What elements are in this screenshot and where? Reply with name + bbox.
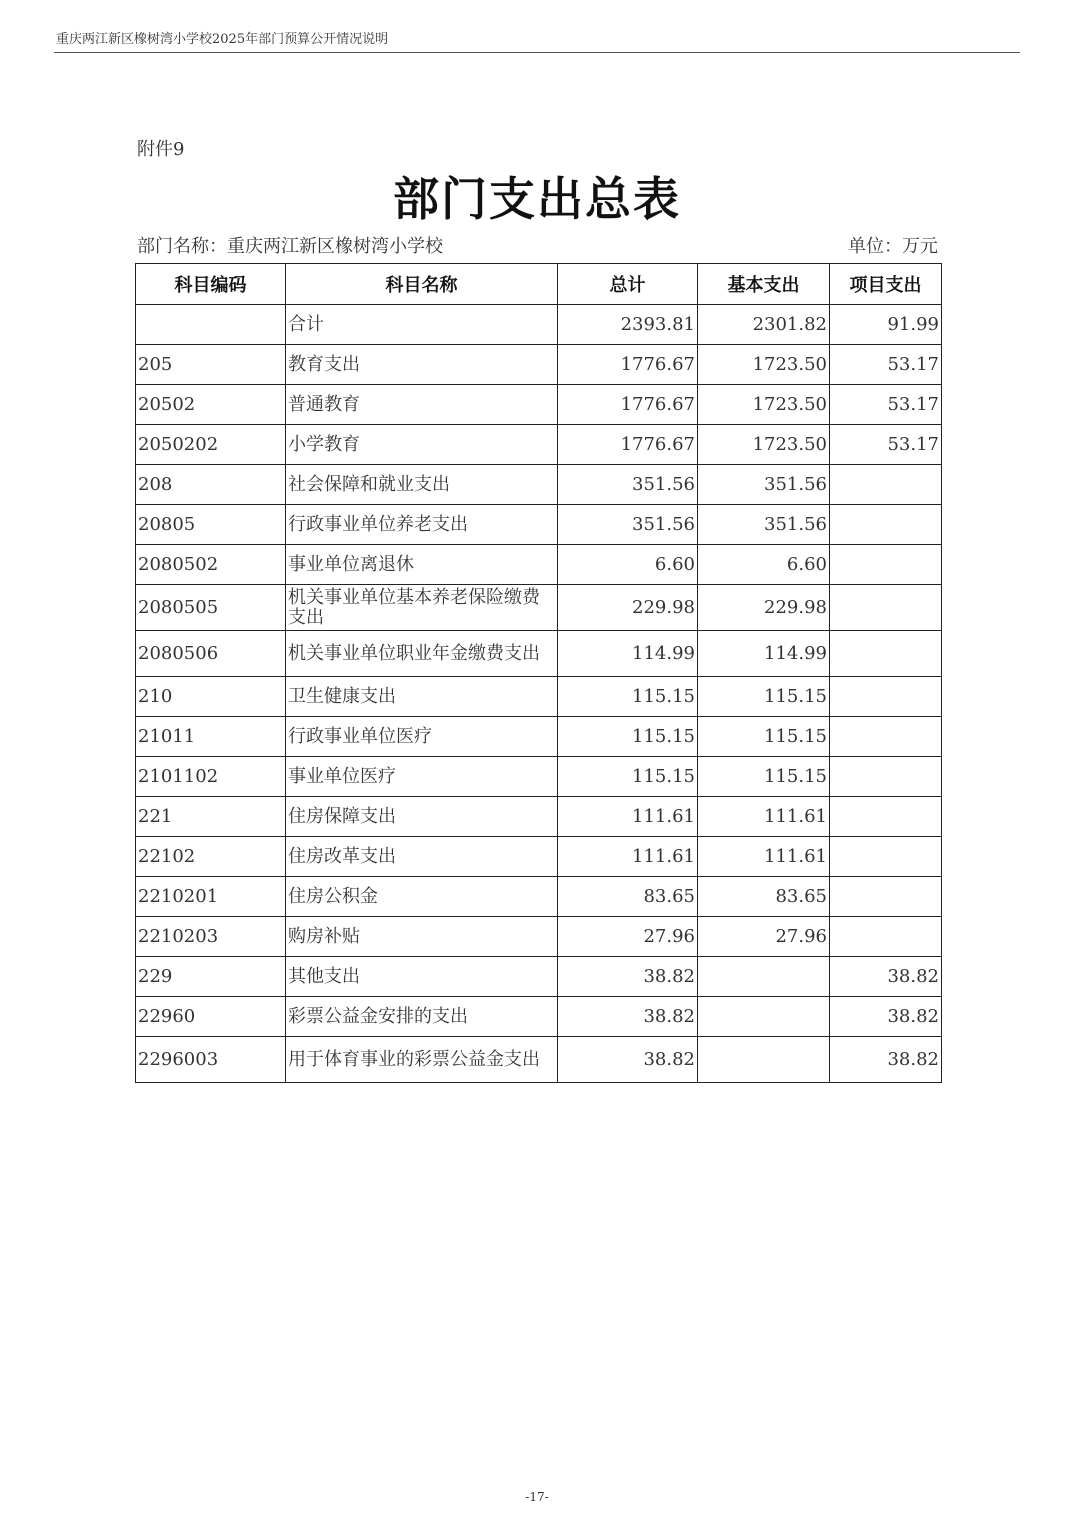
- cell-project: 38.82: [830, 997, 942, 1037]
- cell-basic: 115.15: [698, 757, 830, 797]
- attachment-label: 附件9: [137, 139, 185, 160]
- cell-name: 住房公积金: [286, 877, 558, 917]
- table-row: [136, 957, 942, 997]
- cell-basic: [698, 997, 830, 1037]
- cell-project: [830, 465, 942, 505]
- cell-code: 205: [136, 345, 286, 385]
- cell-project: [830, 505, 942, 545]
- header-project: 项目支出: [830, 264, 942, 305]
- table-row: [136, 917, 942, 957]
- cell-code: 210: [136, 677, 286, 717]
- cell-name: 购房补贴: [286, 917, 558, 957]
- cell-name: 住房保障支出: [286, 797, 558, 837]
- cell-name: 住房改革支出: [286, 837, 558, 877]
- cell-code: 22960: [136, 997, 286, 1037]
- cell-name: 机关事业单位基本养老保险缴费支出: [286, 585, 558, 631]
- cell-code: 20805: [136, 505, 286, 545]
- cell-basic: 115.15: [698, 717, 830, 757]
- table-header-row: [136, 264, 942, 305]
- cell-project: [830, 757, 942, 797]
- cell-code: 2210203: [136, 917, 286, 957]
- cell-code: 2080506: [136, 631, 286, 677]
- cell-code: [136, 305, 286, 345]
- table-row: [136, 997, 942, 1037]
- cell-code: 22102: [136, 837, 286, 877]
- cell-name: 其他支出: [286, 957, 558, 997]
- cell-code: 2080505: [136, 585, 286, 631]
- cell-project: [830, 877, 942, 917]
- table-row: [136, 757, 942, 797]
- table-row: [136, 465, 942, 505]
- expenditure-table: [135, 263, 942, 1083]
- cell-total: 351.56: [558, 465, 698, 505]
- table-row: [136, 717, 942, 757]
- cell-total: 351.56: [558, 505, 698, 545]
- cell-total: 38.82: [558, 957, 698, 997]
- cell-project: 38.82: [830, 1037, 942, 1083]
- header-total: 总计: [558, 264, 698, 305]
- table-row: [136, 505, 942, 545]
- table-row: [136, 425, 942, 465]
- cell-name: 小学教育: [286, 425, 558, 465]
- table-row: [136, 545, 942, 585]
- cell-total: 38.82: [558, 997, 698, 1037]
- cell-basic: 115.15: [698, 677, 830, 717]
- department-name: 部门名称：重庆两江新区橡树湾小学校: [137, 236, 443, 257]
- cell-total: 1776.67: [558, 385, 698, 425]
- table-row: [136, 631, 942, 677]
- cell-total: 111.61: [558, 837, 698, 877]
- cell-total: 27.96: [558, 917, 698, 957]
- cell-code: 2101102: [136, 757, 286, 797]
- cell-total: 114.99: [558, 631, 698, 677]
- cell-basic: 111.61: [698, 797, 830, 837]
- cell-basic: 6.60: [698, 545, 830, 585]
- header-divider: [54, 52, 1020, 53]
- cell-project: 53.17: [830, 425, 942, 465]
- cell-project: 38.82: [830, 957, 942, 997]
- cell-name: 彩票公益金安排的支出: [286, 997, 558, 1037]
- cell-name: 卫生健康支出: [286, 677, 558, 717]
- page-title: 部门支出总表: [393, 172, 681, 226]
- cell-basic: 1723.50: [698, 425, 830, 465]
- cell-project: [830, 837, 942, 877]
- cell-total: 115.15: [558, 757, 698, 797]
- cell-project: [830, 545, 942, 585]
- cell-basic: 114.99: [698, 631, 830, 677]
- cell-basic: 1723.50: [698, 385, 830, 425]
- cell-total: 229.98: [558, 585, 698, 631]
- cell-total: 38.82: [558, 1037, 698, 1083]
- cell-project: [830, 677, 942, 717]
- cell-total: 111.61: [558, 797, 698, 837]
- header-code: 科目编码: [136, 264, 286, 305]
- cell-name: 行政事业单位养老支出: [286, 505, 558, 545]
- cell-total: 115.15: [558, 677, 698, 717]
- table-body: [136, 305, 942, 1083]
- cell-project: [830, 917, 942, 957]
- table-row: [136, 837, 942, 877]
- table-row: [136, 345, 942, 385]
- cell-basic: [698, 957, 830, 997]
- unit-label: 单位：万元: [848, 236, 938, 257]
- cell-total: 6.60: [558, 545, 698, 585]
- cell-total: 1776.67: [558, 345, 698, 385]
- header-basic: 基本支出: [698, 264, 830, 305]
- cell-name: 行政事业单位医疗: [286, 717, 558, 757]
- cell-basic: 111.61: [698, 837, 830, 877]
- cell-code: 2210201: [136, 877, 286, 917]
- cell-total: 1776.67: [558, 425, 698, 465]
- table-row: [136, 585, 942, 631]
- cell-name: 社会保障和就业支出: [286, 465, 558, 505]
- cell-code: 2080502: [136, 545, 286, 585]
- cell-total: 83.65: [558, 877, 698, 917]
- cell-basic: 83.65: [698, 877, 830, 917]
- cell-project: 53.17: [830, 345, 942, 385]
- cell-code: 2296003: [136, 1037, 286, 1083]
- cell-basic: [698, 1037, 830, 1083]
- cell-basic: 351.56: [698, 465, 830, 505]
- table-row: [136, 677, 942, 717]
- cell-basic: 27.96: [698, 917, 830, 957]
- cell-name: 教育支出: [286, 345, 558, 385]
- cell-name: 合计: [286, 305, 558, 345]
- cell-code: 221: [136, 797, 286, 837]
- cell-name: 事业单位医疗: [286, 757, 558, 797]
- table-row: [136, 797, 942, 837]
- cell-code: 20502: [136, 385, 286, 425]
- header-name: 科目名称: [286, 264, 558, 305]
- cell-basic: 1723.50: [698, 345, 830, 385]
- cell-total: 115.15: [558, 717, 698, 757]
- table-row: [136, 305, 942, 345]
- table-row: [136, 877, 942, 917]
- cell-code: 21011: [136, 717, 286, 757]
- table-row: [136, 1037, 942, 1083]
- cell-project: [830, 631, 942, 677]
- page-number: -17-: [525, 1490, 549, 1504]
- cell-code: 2050202: [136, 425, 286, 465]
- cell-total: 2393.81: [558, 305, 698, 345]
- document-header: 重庆两江新区橡树湾小学校2025年部门预算公开情况说明: [56, 32, 389, 47]
- cell-basic: 229.98: [698, 585, 830, 631]
- cell-project: 53.17: [830, 385, 942, 425]
- cell-project: 91.99: [830, 305, 942, 345]
- table-row: [136, 385, 942, 425]
- cell-project: [830, 585, 942, 631]
- cell-code: 208: [136, 465, 286, 505]
- cell-name: 事业单位离退休: [286, 545, 558, 585]
- cell-basic: 2301.82: [698, 305, 830, 345]
- cell-code: 229: [136, 957, 286, 997]
- cell-project: [830, 717, 942, 757]
- cell-name: 普通教育: [286, 385, 558, 425]
- cell-name: 用于体育事业的彩票公益金支出: [286, 1037, 558, 1083]
- cell-name: 机关事业单位职业年金缴费支出: [286, 631, 558, 677]
- cell-project: [830, 797, 942, 837]
- cell-basic: 351.56: [698, 505, 830, 545]
